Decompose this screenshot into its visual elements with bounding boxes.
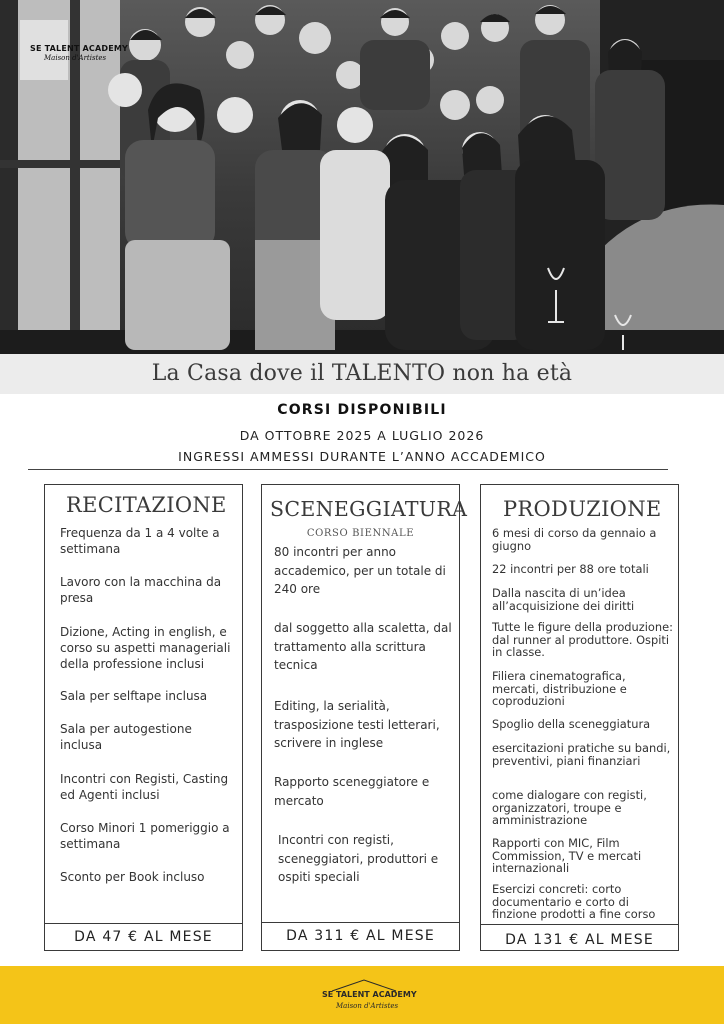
course-item: Rapporto sceneggiatore e mercato — [274, 775, 430, 808]
course-title: SCENEGGIATURA — [270, 497, 468, 521]
course-item: Incontri con registi, sceneggiatori, produttori e ospiti speciali — [278, 833, 439, 884]
course-price: DA 311 € AL MESE — [286, 928, 435, 944]
tagline-band — [0, 354, 724, 394]
tagline: La Casa dove il TALENTO non ha età — [151, 361, 573, 386]
course-item: Spoglio della sceneggiatura — [492, 717, 651, 731]
course-item: 80 incontri per anno accademico, per un totale di 240 ore — [274, 545, 446, 596]
courses-heading: CORSI DISPONIBILI — [277, 402, 447, 418]
course-item: Filiera cinematografica, mercati, distribuzione e coproduzioni — [492, 669, 627, 708]
course-subtitle: CORSO BIENNALE — [306, 528, 415, 539]
course-item: Sala per autogestione inclusa — [60, 722, 192, 752]
course-item: come dialogare con registi, organizzatori, troupe e amministrazione — [492, 788, 647, 827]
course-item: Tutte le figure della produzione: dal runner al produttore. Ospiti in classe. — [492, 620, 673, 659]
course-title: RECITAZIONE — [66, 493, 227, 517]
course-card-produzione — [480, 484, 679, 951]
course-item: Rapporti con MIC, Film Commission, TV e mercati internazionali — [492, 836, 642, 875]
course-item: Incontri con Registi, Casting ed Agenti inclusi — [60, 772, 229, 802]
course-item: Sala per selftape inclusa — [60, 689, 208, 703]
brand-logo-footer — [322, 978, 417, 1018]
course-item: dal soggetto alla scaletta, dal trattamento alla scrittura tecnica — [274, 621, 452, 672]
price-divider — [45, 923, 242, 924]
course-item: Lavoro con la macchina da presa — [60, 575, 222, 605]
brand-logo-top — [30, 44, 129, 74]
course-item: Dalla nascita di un’idea all’acquisizione dei diritti — [492, 586, 635, 613]
course-item: Frequenza da 1 a 4 volte a settimana — [60, 526, 220, 556]
footer-logo-name: SE TALENT ACADEMY — [322, 990, 417, 999]
header-divider — [28, 469, 668, 470]
course-price: DA 47 € AL MESE — [74, 929, 213, 945]
course-price: DA 131 € AL MESE — [505, 932, 654, 948]
course-item: Sconto per Book incluso — [60, 870, 205, 884]
course-title: PRODUZIONE — [503, 497, 662, 521]
course-item: Editing, la serialità, trasposizione testi letterari, scrivere in inglese — [274, 699, 440, 750]
course-item: Corso Minori 1 pomeriggio a settimana — [60, 821, 230, 851]
courses-period: DA OTTOBRE 2025 A LUGLIO 2026 — [239, 428, 485, 443]
course-item: esercitazioni pratiche su bandi, preventivi, piani finanziari — [492, 741, 671, 768]
brand-logo-name: SE TALENT ACADEMY — [30, 44, 129, 53]
price-divider — [262, 922, 459, 923]
footer-logo-tagline: Maison d'Artistes — [336, 1002, 399, 1010]
course-item: Esercizi concreti: corto documentario e corto di finzione prodotti a fine corso — [492, 882, 656, 921]
course-card-sceneggiatura — [261, 484, 468, 951]
footer-band — [0, 966, 724, 1024]
group-photo — [0, 0, 724, 354]
price-divider — [481, 924, 678, 925]
admission-note: INGRESSI AMMESSI DURANTE L’ANNO ACCADEMICO — [178, 449, 546, 464]
course-item: Dizione, Acting in english, e corso su aspetti manageriali della professione inclusi — [60, 625, 231, 671]
course-card-recitazione — [44, 484, 243, 951]
course-item: 6 mesi di corso da gennaio a giugno — [492, 526, 657, 553]
course-item: 22 incontri per 88 ore totali — [492, 562, 649, 576]
brand-logo-tagline: Maison d'Artistes — [44, 54, 107, 62]
